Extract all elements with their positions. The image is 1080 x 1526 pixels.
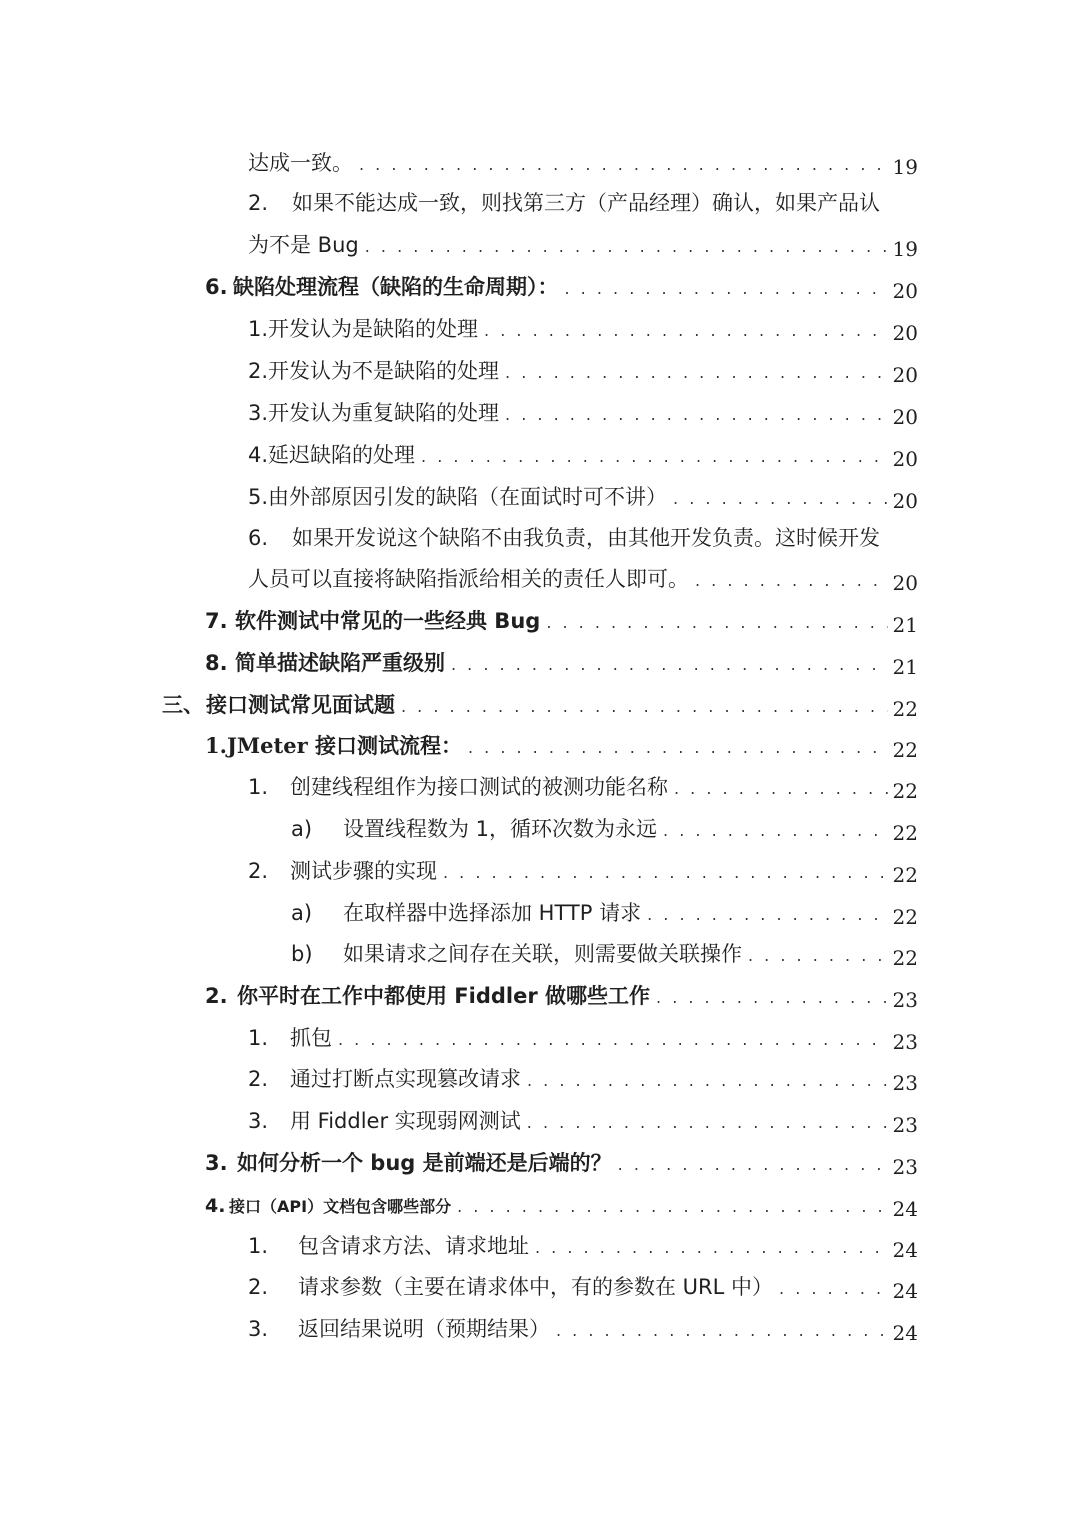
toc-entry-page: 20 xyxy=(892,279,918,303)
toc-entry-page: 20 xyxy=(892,363,918,387)
toc-entry-number: 2. xyxy=(248,859,269,883)
toc-entry-page: 22 xyxy=(892,863,918,887)
leader-dots xyxy=(338,1023,888,1057)
leader-dots xyxy=(546,606,888,640)
toc-entry-page: 20 xyxy=(892,447,918,471)
toc-entry[interactable] xyxy=(248,770,918,804)
toc-entry[interactable] xyxy=(248,186,880,220)
toc-entry-number: 3. xyxy=(248,1109,269,1133)
toc-entry[interactable] xyxy=(162,688,918,722)
toc-entry-number: 7. xyxy=(205,609,228,633)
toc-entry-page: 19 xyxy=(892,237,918,261)
leader-dots xyxy=(468,731,888,765)
leader-dots xyxy=(484,314,888,348)
toc-entry[interactable] xyxy=(205,1188,918,1222)
toc-entry-text: 开发认为重复缺陷的处理 xyxy=(268,401,500,425)
toc-entry-page: 22 xyxy=(892,821,918,845)
leader-dots xyxy=(505,398,888,432)
toc-entry-number: 6. xyxy=(205,275,228,299)
leader-dots xyxy=(451,648,888,682)
toc-entry-text: 开发认为是缺陷的处理 xyxy=(268,317,479,341)
toc-entry-page: 22 xyxy=(892,738,918,762)
toc-entry-page: 23 xyxy=(892,988,918,1012)
toc-entry-number: 8. xyxy=(205,651,228,675)
toc-entry[interactable] xyxy=(248,1229,918,1263)
toc-entry-page: 20 xyxy=(892,489,918,513)
toc-entry-page: 23 xyxy=(892,1030,918,1054)
leader-dots xyxy=(565,272,889,306)
toc-entry[interactable] xyxy=(205,979,918,1013)
toc-entry[interactable] xyxy=(248,562,918,596)
toc-entry-number: 1. xyxy=(248,1026,269,1050)
toc-entry-number: 2. xyxy=(248,359,269,383)
toc-entry-text: 接口测试常见面试题 xyxy=(206,693,395,717)
toc-entry-page: 23 xyxy=(892,1155,918,1179)
toc-entry[interactable] xyxy=(205,646,918,680)
toc-entry-text: 设置线程数为 1，循环次数为永远 xyxy=(343,817,658,841)
toc-entry-number: 6. xyxy=(248,526,269,550)
toc-entry-number: a) xyxy=(291,817,313,841)
leader-dots xyxy=(618,1148,888,1182)
toc-entry-page: 24 xyxy=(892,1238,918,1262)
toc-entry-number: b) xyxy=(291,942,313,966)
toc-entry-text: JMeter 接口测试流程： xyxy=(227,733,462,758)
leader-dots xyxy=(401,690,888,724)
toc-entry-text: 测试步骤的实现 xyxy=(290,859,437,883)
toc-entry[interactable] xyxy=(291,896,918,930)
toc-entry-page: 22 xyxy=(892,697,918,721)
toc-entry-number: 1. xyxy=(248,775,269,799)
toc-entry[interactable] xyxy=(248,1062,918,1096)
toc-entry-number: 3. xyxy=(248,1317,269,1341)
toc-entry-number: 2. xyxy=(248,1275,269,1299)
toc-entry-text: 延迟缺陷的处理 xyxy=(268,443,416,467)
leader-dots xyxy=(663,814,888,848)
leader-dots xyxy=(656,981,888,1015)
leader-dots xyxy=(647,898,888,932)
toc-entry-number: 1. xyxy=(205,733,227,758)
toc-entry[interactable] xyxy=(248,1021,918,1055)
toc-entry[interactable] xyxy=(248,354,918,388)
toc-entry-page: 23 xyxy=(892,1071,918,1095)
leader-dots xyxy=(535,1231,888,1265)
toc-entry-text: 为不是 Bug xyxy=(248,233,359,257)
toc-entry[interactable] xyxy=(248,228,918,262)
toc-entry-number: 3. xyxy=(248,401,269,425)
leader-dots xyxy=(748,939,888,973)
leader-dots xyxy=(421,440,888,474)
leader-dots xyxy=(443,856,888,890)
toc-entry-number: 5. xyxy=(248,485,269,509)
toc-entry[interactable] xyxy=(248,1270,918,1304)
toc-entry-text: 抓包 xyxy=(290,1026,332,1050)
toc-entry[interactable] xyxy=(205,729,918,763)
leader-dots xyxy=(527,1064,888,1098)
toc-entry-page: 22 xyxy=(892,905,918,929)
toc-entry-page: 20 xyxy=(892,321,918,345)
toc-entry-text: 请求参数（主要在请求体中，有的参数在 URL 中） xyxy=(298,1275,774,1299)
toc-entry-text: 如果开发说这个缺陷不由我负责，由其他开发负责。这时候开发 xyxy=(292,526,880,550)
toc-entry[interactable] xyxy=(248,312,918,346)
toc-entry-text: 返回结果说明（预期结果） xyxy=(298,1317,550,1341)
toc-entry-number: a) xyxy=(291,901,313,925)
toc-entry-text: 如果不能达成一致，则找第三方（产品经理）确认，如果产品认 xyxy=(292,191,880,215)
toc-entry-page: 21 xyxy=(892,655,918,679)
toc-entry-text: 用 Fiddler 实现弱网测试 xyxy=(290,1109,521,1133)
toc-entry-text: 在取样器中选择添加 HTTP 请求 xyxy=(343,901,642,925)
toc-entry-number: 4. xyxy=(248,443,269,467)
toc-entry[interactable] xyxy=(248,146,918,180)
leader-dots xyxy=(674,772,888,806)
toc-entry[interactable] xyxy=(248,438,918,472)
toc-entry-page: 22 xyxy=(892,779,918,803)
leader-dots xyxy=(457,1190,888,1224)
toc-entry-text: 简单描述缺陷严重级别 xyxy=(235,651,445,675)
toc-entry-number: 4. xyxy=(205,1195,226,1217)
leader-dots xyxy=(695,564,888,598)
toc-entry-page: 24 xyxy=(892,1279,918,1303)
toc-entry-page: 20 xyxy=(892,405,918,429)
toc-entry[interactable] xyxy=(205,604,918,638)
toc-entry-text: 人员可以直接将缺陷指派给相关的责任人即可。 xyxy=(248,567,689,591)
toc-entry-number: 2. xyxy=(205,984,228,1008)
toc-entry-text: 如果请求之间存在关联，则需要做关联操作 xyxy=(343,942,742,966)
toc-entry-page: 24 xyxy=(892,1197,918,1221)
toc-entry-page: 23 xyxy=(892,1113,918,1137)
toc-entry[interactable] xyxy=(248,480,918,514)
toc-entry-number: 1. xyxy=(248,1234,269,1258)
toc-entry[interactable] xyxy=(248,1104,918,1138)
toc-entry-text: 通过打断点实现篡改请求 xyxy=(290,1067,521,1091)
toc-entry[interactable] xyxy=(291,812,918,846)
leader-dots xyxy=(779,1272,888,1306)
toc-entry-page: 21 xyxy=(892,613,918,637)
toc-entry-number: 3. xyxy=(205,1151,228,1175)
toc-entry-text: 创建线程组作为接口测试的被测功能名称 xyxy=(290,775,668,799)
toc-entry-page: 19 xyxy=(892,155,918,179)
toc-entry-number: 2. xyxy=(248,191,269,215)
toc-entry[interactable] xyxy=(248,396,918,430)
toc-entry-page: 20 xyxy=(892,571,918,595)
toc-entry-page: 24 xyxy=(892,1321,918,1345)
leader-dots xyxy=(365,230,888,264)
toc-entry[interactable] xyxy=(291,937,918,971)
toc-entry-text: 缺陷处理流程（缺陷的生命周期）： xyxy=(233,275,559,299)
leader-dots xyxy=(505,356,888,390)
leader-dots xyxy=(359,148,888,182)
toc-entry-number: 三、 xyxy=(162,693,204,717)
toc-entry[interactable] xyxy=(248,1312,918,1346)
toc-entry-text: 软件测试中常见的一些经典 Bug xyxy=(235,609,541,633)
toc-entry-text: 如何分析一个 bug 是前端还是后端的？ xyxy=(237,1151,612,1175)
toc-entry-text: 开发认为不是缺陷的处理 xyxy=(268,359,500,383)
toc-entry-number: 1. xyxy=(248,317,269,341)
toc-entry-page: 22 xyxy=(892,946,918,970)
leader-dots xyxy=(556,1314,888,1348)
toc-entry[interactable] xyxy=(205,270,918,304)
toc-entry-number: 2. xyxy=(248,1067,269,1091)
toc-entry[interactable] xyxy=(248,854,918,888)
leader-dots xyxy=(673,482,888,516)
toc-entry-text: 你平时在工作中都使用 Fiddler 做哪些工作 xyxy=(237,984,651,1008)
toc-entry[interactable] xyxy=(205,1146,918,1180)
leader-dots xyxy=(527,1106,888,1140)
toc-entry-text: 接口（API）文档包含哪些部分 xyxy=(229,1197,452,1216)
toc-entry-text: 包含请求方法、请求地址 xyxy=(298,1234,529,1258)
toc-entry-text: 达成一致。 xyxy=(248,151,353,175)
toc-entry-text: 由外部原因引发的缺陷（在面试时可不讲） xyxy=(268,485,668,509)
toc-entry[interactable] xyxy=(248,521,880,555)
